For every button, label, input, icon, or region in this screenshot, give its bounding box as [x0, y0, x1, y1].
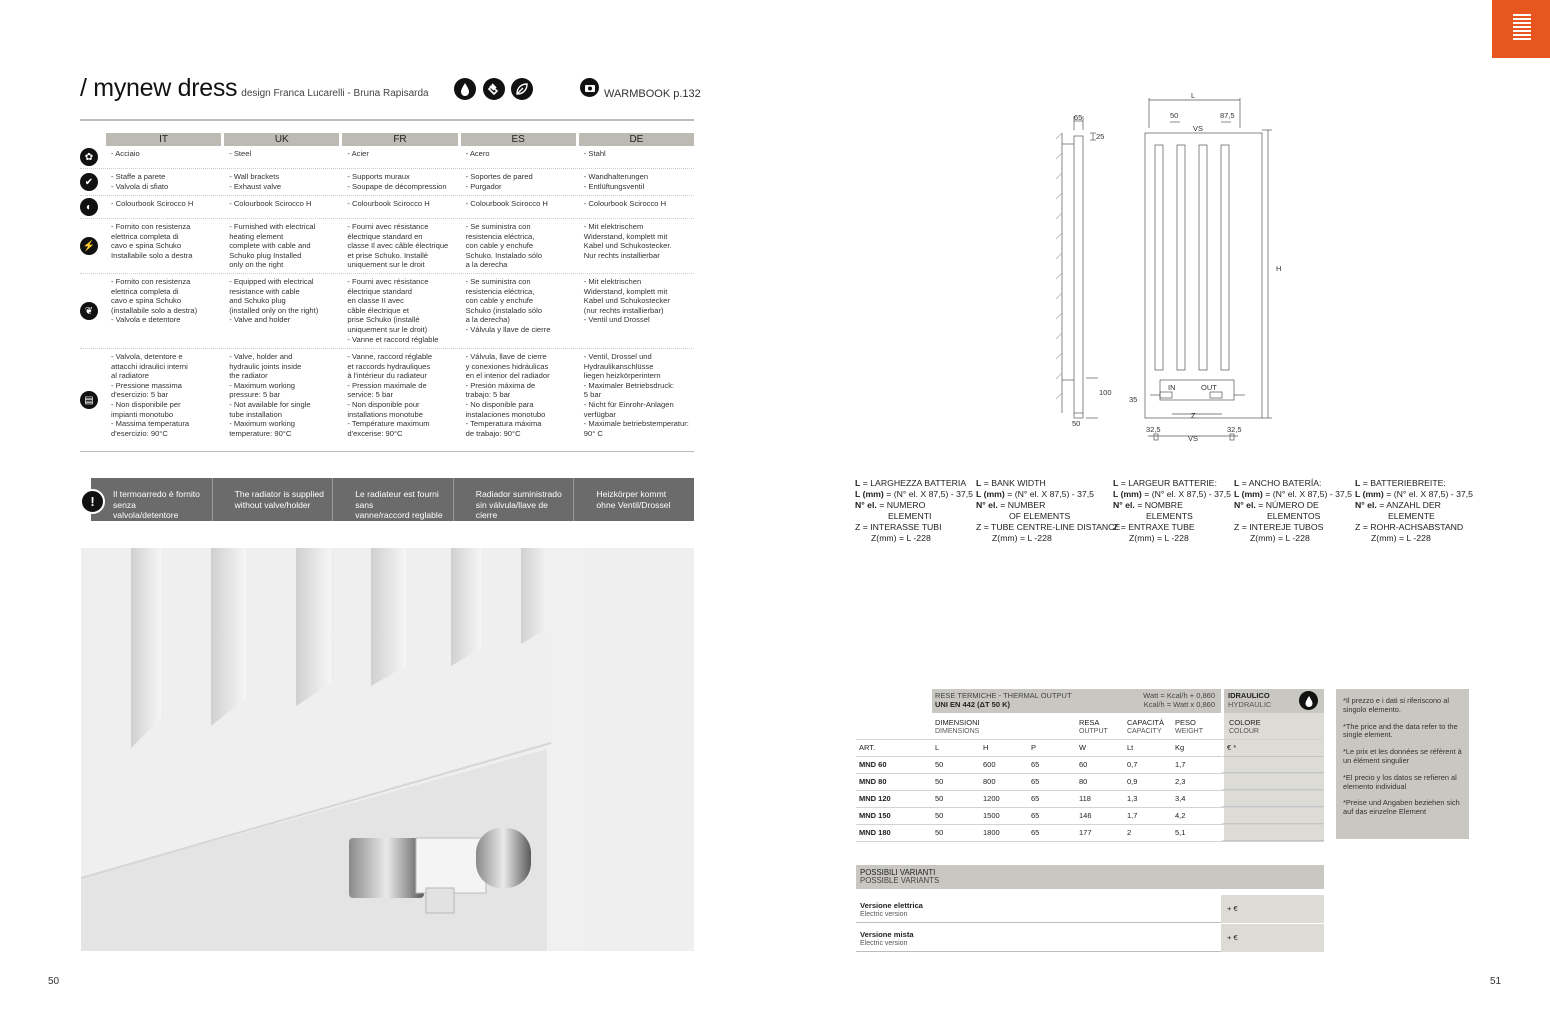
spec-row-electric [80, 219, 694, 274]
price-note: *The price and the data refer to the single element. [1343, 721, 1458, 740]
divider [80, 119, 694, 121]
spec-row-material [80, 146, 694, 169]
thermal-header: RESE TERMICHE - THERMAL OUTPUT UNI EN 442 (ΔT 50 K) Watt = Kcal/h + 0,860 Kcal/h = Watt x 0,860 [932, 689, 1221, 713]
technical-drawing [1050, 88, 1300, 458]
table-row: MND 80 50 800 65 80 0,9 2,3 [856, 774, 1324, 791]
material-icon: ✿ [80, 148, 98, 166]
hydraulic-drop-icon [454, 78, 476, 100]
spec-cell: - Valvola, detentore e attacchi idraulici interni al radiatore - Pressione massima d'esercizio: 5 bar - Non disponibile per impianti monotubo - Massima temperatura d'esercizio: 90°C [111, 352, 190, 438]
spec-row-hydraulic [80, 349, 694, 452]
dim-label-VS: VS [1193, 124, 1204, 133]
legend-uk: L = BANK WIDTH L (mm) = (N° el. X 87,5) - 37,5 N° el. = NUMBER OF ELEMENTS Z = TUBE CENTRE-LINE DISTANCE Z(mm) = L -228 [976, 478, 1121, 543]
spec-cell: - Wandhalterungen - Entlüftungsventil [583, 172, 649, 191]
spec-cell: - Acier [347, 149, 369, 158]
legend-es: L = ANCHO BATERÍA: L (mm) = (N° el. X 87,5) - 37,5 N° el. = NÚMERO DE ELEMENTOS Z = INTEREJE TUBOS Z(mm) = L -228 [1234, 478, 1352, 543]
valve-note-bar [91, 478, 694, 521]
spec-cell: - Se suministra con resistencia eléctrica, con cable y enchufe Schuko (instalado sólo a la derecha) - Válvula y llave de cierre [465, 277, 551, 334]
hydraulic-drop-icon [1299, 691, 1318, 710]
spec-cell: - Fornito con resistenza elettrica completa di cavo e spina Schuko Installabile solo a destra [111, 222, 193, 260]
variants-header: POSSIBILI VARIANTI POSSIBLE VARIANTS [856, 865, 1324, 889]
dim-label-87-5: 87,5 [1220, 111, 1235, 120]
page-number-left: 50 [48, 976, 60, 987]
dim-label-L: L [1191, 91, 1196, 100]
spec-cell: - Fornito con resistenza elettrica completa di cavo e spina Schuko (installabile solo a destra) - Valvola e detentore [111, 277, 198, 325]
dim-heading: DIMENSIONI [935, 718, 980, 727]
page-number-right: 51 [1490, 976, 1502, 987]
variant-price: + € [1221, 924, 1324, 952]
variant-row-mixed: Versione mista Electric version + € [856, 924, 1324, 952]
spec-cell: - Stahl [583, 149, 606, 158]
designer-credit: design Franca Lucarelli - Bruna Rapisarda [241, 88, 429, 99]
spec-cell: - Se suministra con resistencia eléctrica, con cable y enchufe Schuko. Instalado sólo a la derecha [465, 222, 543, 270]
spec-cell: - Vanne, raccord réglable et raccords hydrauliques à l'intérieur du radiateur - Pression maximale de service: 5 bar - Non disponible pour installations monotube - Température maximum d'excerise: 90°C [347, 352, 433, 438]
note-cell: Heizkörper kommt ohne Ventil/Drossel [573, 478, 694, 521]
capacity-heading: CAPACITÀ [1127, 718, 1164, 727]
spec-cell: - Fourni avec résistance électrique standard en classe Il avec câble électrique et prise Schuko. Installé uniquement sur le droit [347, 222, 449, 270]
dim-label-VS-bottom: VS [1188, 434, 1199, 443]
electric-plug-icon: ⚡ [80, 237, 98, 255]
colour-icon: ◐ [80, 198, 98, 216]
spec-cell: - Wall brackets - Exhaust valve [229, 172, 282, 191]
price-note: *Il prezzo e i dati si riferiscono al singolo elemento. [1343, 696, 1449, 714]
spec-row-colour [80, 196, 694, 219]
electric-plug-icon [483, 78, 505, 100]
price-note: *Preise und Angaben beziehen sich auf das einzelne Element [1343, 798, 1460, 817]
spec-cell: - Colourbook Scirocco H [465, 199, 548, 208]
spec-cell: - Colourbook Scirocco H [229, 199, 312, 208]
spec-cell: - Acero [465, 149, 490, 158]
legend-fr: L = LARGEUR BATTERIE: L (mm) = (N° el. X 87,5) - 37,5 N° el. = NOMBRE ELEMENTS Z = ENTRAXE TUBE Z(mm) = L -228 [1113, 478, 1231, 543]
dim-label-35: 35 [1129, 395, 1138, 404]
lang-header-fr: FR [342, 133, 457, 146]
note-cell: The radiator is supplied without valve/holder [212, 478, 333, 521]
spec-cell: - Furnished with electrical heating element complete with cable and Schuko plug Installed only on the right [229, 222, 316, 270]
price-note: *El precio y los datos se refieren al elemento individual [1343, 772, 1457, 791]
legend-it: L = LARGHEZZA BATTERIA L (mm) = (N° el. X 87,5) - 37,5 N° el. = NUMERO ELEMENTI Z = INTERASSE TUBI Z(mm) = L -228 [855, 478, 973, 543]
inlet-label: IN [1168, 383, 1176, 392]
spec-cell: - Mit elektrischen Widerstand, komplett mit Kabel und Schukostecker (nur rechts installierbar) - Ventil und Drossel [583, 277, 670, 325]
spec-cell: - Equipped with electrical resistance with cable and Schuko plug (installed only on the right) - Valve and holder [229, 277, 319, 325]
price-note: *Le prix et les données se réfèrent à un élément singulier [1343, 747, 1462, 765]
spec-cell: - Valve, holder and hydraulic joints inside the radiator - Maximum working pressure: 5 bar - Not available for single tube installation - Maximum working temperature: 90°C [229, 352, 311, 438]
note-cell: Il termoarredo è fornito senza valvola/detentore [113, 489, 200, 520]
weight-heading: PESO [1175, 718, 1196, 727]
spec-cell: - Acciaio [111, 149, 140, 158]
spec-cell: - Supports muraux - Soupape de décompression [347, 172, 447, 191]
product-photo [81, 548, 694, 951]
camera-icon [580, 78, 599, 97]
dim-label-50-top: 50 [1170, 111, 1179, 120]
spec-cell: - Fourni avec résistance électrique standard en classe II avec câble électrique et prise Schuko (installé uniquement sur le droit) - Vanne et raccord réglable [347, 277, 439, 344]
table-header-row: ART. L H P W Lt Kg € * [856, 740, 1324, 757]
spec-cell: - Válvula, llave de cierre y conexiones hidráulicas en el interior del radiador - Presión máxima de trabajo: 5 bar - No disponible para instalaciones monotubo - Temperatura máxima de trabajo: 90°C [465, 352, 550, 438]
warning-icon: ! [80, 489, 105, 514]
spec-row-mixed [80, 274, 694, 349]
lang-header-uk: UK [224, 133, 339, 146]
warmbook-reference[interactable]: WARMBOOK p.132 [604, 88, 701, 100]
outlet-label: OUT [1201, 383, 1217, 392]
mixed-leaf-icon [511, 78, 533, 100]
dim-label-H: H [1276, 264, 1282, 273]
price-notes [1336, 689, 1469, 839]
radiator-photo-illustration [81, 548, 694, 951]
list-icon [1492, 0, 1550, 58]
lang-header-de: DE [579, 133, 694, 146]
spec-cell: - Mit elektrischem Widerstand, komplett mit Kabel und Schukostecker. Nur rechts installierbar [583, 222, 672, 260]
spec-cell: - Steel [229, 149, 252, 158]
dim-label-65: 65 [1074, 113, 1083, 122]
product-title [80, 74, 429, 103]
spec-cell: - Colourbook Scirocco H [111, 199, 194, 208]
book-icon: ▤ [80, 391, 98, 409]
spec-table [80, 133, 694, 452]
lang-header-es: ES [461, 133, 576, 146]
variant-price: + € [1221, 895, 1324, 923]
dim-label-100: 100 [1099, 388, 1112, 397]
included-check-icon: ✔ [80, 173, 98, 191]
spec-cell: - Ventil, Drossel und Hydraulikanschlüsse liegen heizkörperintern - Maximaler Betriebsdruck: 5 bar - Nicht für Einrohr-Anlagen verfügbar - Maximale betriebstemperatur: 90° C [583, 352, 689, 438]
mixed-leaf-icon: ❦ [80, 302, 98, 320]
colour-heading: COLORE [1229, 718, 1261, 727]
hydraulic-header: IDRAULICO HYDRAULIC [1221, 689, 1324, 713]
dim-label-32-5-right: 32,5 [1227, 425, 1242, 434]
note-cell: Radiador suministrado sin válvula/llave de cierre [453, 478, 574, 521]
spec-cell: - Soportes de pared - Purgador [465, 172, 533, 191]
note-cell: Le radiateur est fourni sans vanne/raccord reglable [332, 478, 453, 521]
dim-label-32-5-left: 32,5 [1146, 425, 1161, 434]
table-row: MND 180 50 1800 65 177 2 5,1 [856, 825, 1324, 842]
spec-cell: - Colourbook Scirocco H [347, 199, 430, 208]
table-row: MND 120 50 1200 65 118 1,3 3,4 [856, 791, 1324, 808]
spec-cell: - Colourbook Scirocco H [583, 199, 667, 208]
lang-header-it: IT [106, 133, 221, 146]
table-row: MND 150 50 1500 65 146 1,7 4,2 [856, 808, 1324, 825]
dim-label-Z: Z [1191, 411, 1196, 420]
resa-heading: RESA [1079, 718, 1100, 727]
chapter-tab [1492, 0, 1550, 58]
spec-row-included [80, 169, 694, 196]
title-text: / mynew dress [80, 74, 238, 102]
legend-de: L = BATTERIEBREITE: L (mm) = (N° el. X 87,5) - 37,5 N° el. = ANZAHL DER ELEMENTE Z = ROHR-ACHSABSTAND Z(mm) = L -228 [1355, 478, 1473, 543]
spec-cell: - Staffe a parete - Valvola di sfiato [111, 172, 169, 191]
variant-row-electric: Versione elettrica Electric version + € [856, 895, 1324, 923]
dim-label-50-bottom: 50 [1072, 419, 1081, 428]
spec-header-row [80, 133, 694, 146]
thermal-output-table: RESE TERMICHE - THERMAL OUTPUT UNI EN 442 (ΔT 50 K) Watt = Kcal/h + 0,860 Kcal/h = Watt x 0,860 IDRAULICO HYDRAULIC DIMENSIONI DIMENSIONS RESA OUTPUT CAPACITÀ CAPACITY PESO WEIGHT COLORE COLOUR ART. L H P W Lt Kg € * MND 60 50 600 65 60 0,7 1,7 MND 80 50 800 65 80 0,9 2,3 MND 120 50 1200 65 118 1,3 3,4 MND 150 50 1500 65 146 1,7 4,2 MND 180 50 1800 65 177 2 5,1 [856, 689, 1324, 842]
table-row: MND 60 50 600 65 60 0,7 1,7 [856, 757, 1324, 774]
dim-label-25: 25 [1096, 132, 1105, 141]
